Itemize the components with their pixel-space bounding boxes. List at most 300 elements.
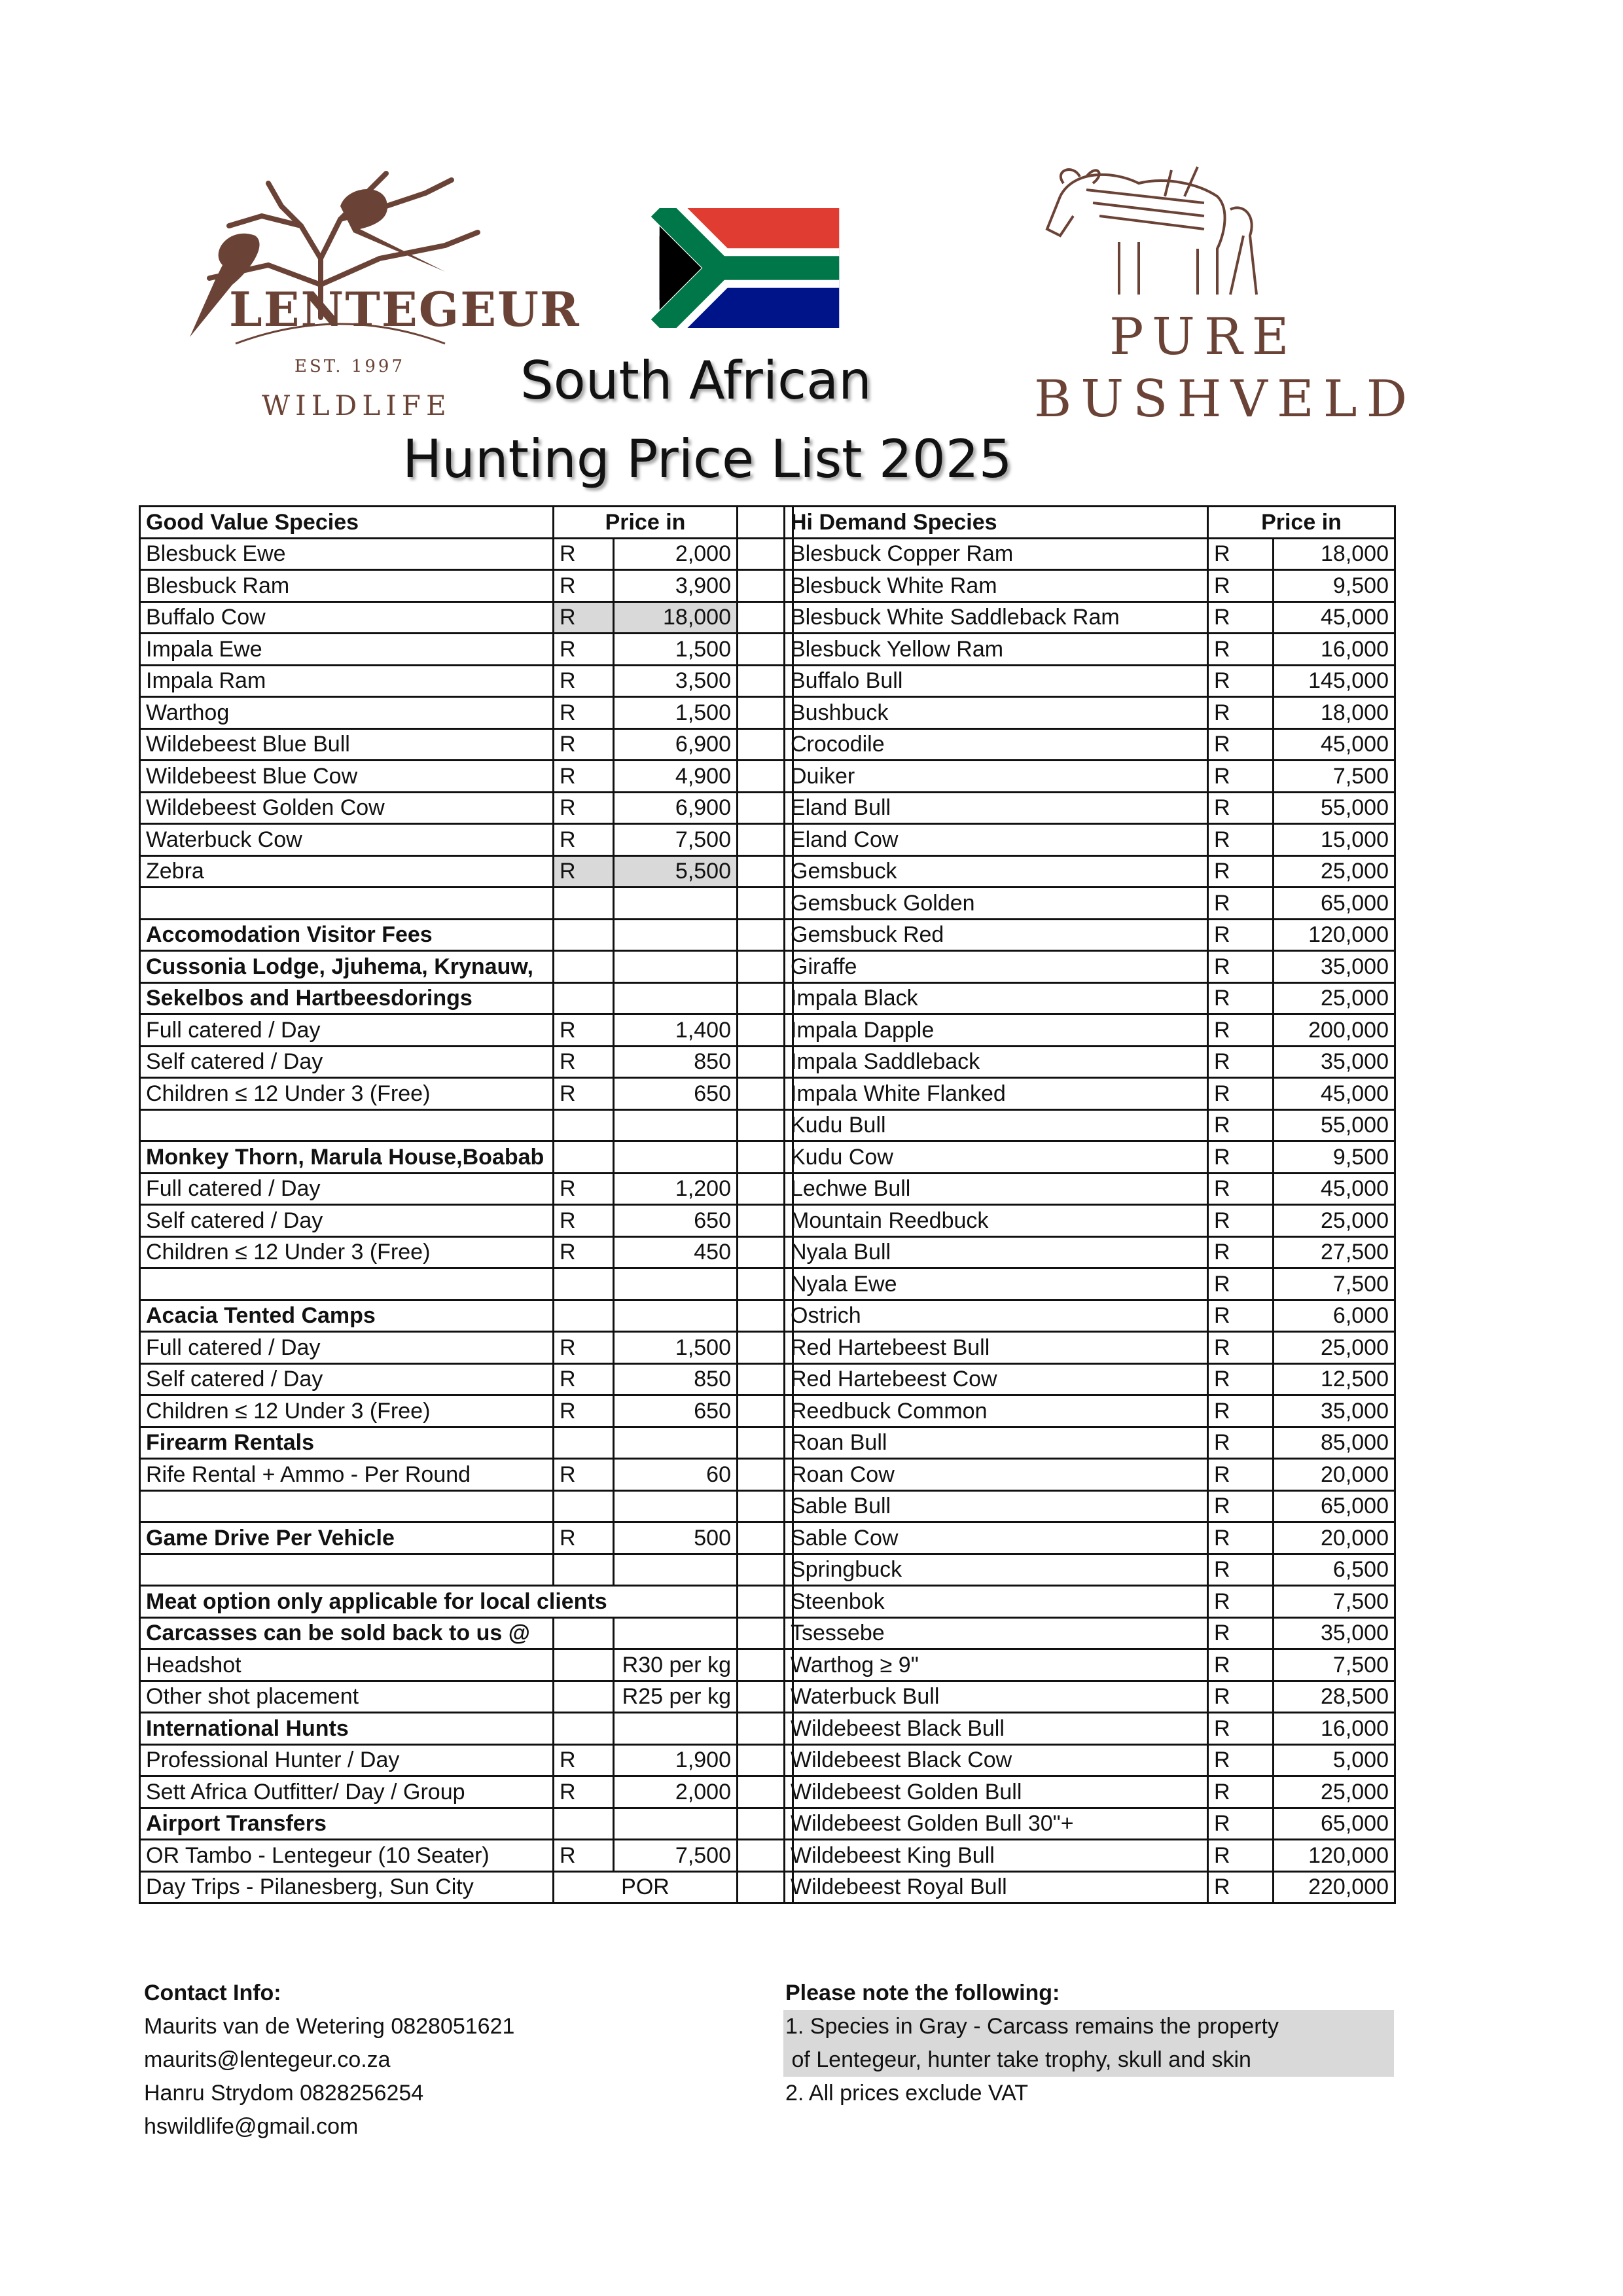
pure-bushveld-logo xyxy=(1034,157,1417,432)
price-value: 2,000 xyxy=(614,538,738,570)
contact-info xyxy=(144,1977,514,2144)
species-label: Sable Bull xyxy=(785,1490,1208,1522)
species-label: Impala Black xyxy=(785,982,1208,1014)
notes-heading: Please note the following: xyxy=(785,1981,1060,2005)
currency-label xyxy=(554,888,614,920)
table-row xyxy=(785,1300,1395,1332)
currency-label xyxy=(554,1681,614,1713)
currency-label: R xyxy=(1208,1078,1274,1110)
species-label: Red Hartebeest Cow xyxy=(785,1363,1208,1395)
table-row xyxy=(140,1109,738,1141)
table-row xyxy=(140,634,738,666)
species-label: Wildebeest Royal Bull xyxy=(785,1871,1208,1903)
species-label: Other shot placement xyxy=(140,1681,554,1713)
table-row xyxy=(785,1586,1395,1618)
price-value: R30 per kg xyxy=(614,1649,738,1681)
hi-demand-table-body xyxy=(785,507,1395,1903)
table-row xyxy=(140,824,738,856)
currency-label: R xyxy=(1208,1173,1274,1205)
species-label: Full catered / Day xyxy=(140,1173,554,1205)
currency-label: R xyxy=(554,538,614,570)
table-row xyxy=(785,1617,1395,1649)
table-row xyxy=(785,1363,1395,1395)
species-label: Day Trips - Pilanesberg, Sun City xyxy=(140,1871,554,1903)
currency-label: R xyxy=(1208,1713,1274,1745)
species-label: Ostrich xyxy=(785,1300,1208,1332)
table-row xyxy=(785,1014,1395,1047)
price-value: 1,500 xyxy=(614,697,738,729)
table-row xyxy=(785,634,1395,666)
table-header-row xyxy=(140,507,738,539)
price-value: 18,000 xyxy=(1274,538,1395,570)
currency-label: R xyxy=(1208,1840,1274,1872)
currency-label xyxy=(554,1109,614,1141)
price-value: 1,500 xyxy=(614,634,738,666)
species-label: Waterbuck Cow xyxy=(140,824,554,856)
price-value xyxy=(614,919,738,951)
price-value: 7,500 xyxy=(614,1840,738,1872)
price-value: 850 xyxy=(614,1046,738,1078)
currency-label: R xyxy=(554,728,614,761)
price-value: 27,500 xyxy=(1274,1236,1395,1268)
species-label: Buffalo Bull xyxy=(785,665,1208,697)
species-label: Waterbuck Bull xyxy=(785,1681,1208,1713)
hi-demand-table xyxy=(783,505,1396,1904)
currency-label xyxy=(554,1141,614,1174)
table-row xyxy=(785,1078,1395,1110)
table-row xyxy=(785,570,1395,602)
table-row xyxy=(785,1713,1395,1745)
table-row xyxy=(785,1332,1395,1364)
price-value: 25,000 xyxy=(1274,1332,1395,1364)
price-value xyxy=(614,1617,738,1649)
currency-label: R xyxy=(1208,761,1274,793)
species-label: Cussonia Lodge, Jjuhema, Krynauw, xyxy=(140,951,554,983)
species-label: Blesbuck Yellow Ram xyxy=(785,634,1208,666)
species-label: Nyala Ewe xyxy=(785,1268,1208,1300)
table-row xyxy=(785,824,1395,856)
species-label: Giraffe xyxy=(785,951,1208,983)
table-row xyxy=(140,951,738,983)
species-label: Carcasses can be sold back to us @ xyxy=(140,1617,554,1649)
pure-bushveld-line2: BUSHVELD xyxy=(1034,370,1417,429)
table-row xyxy=(140,982,738,1014)
species-label: Eland Cow xyxy=(785,824,1208,856)
currency-label: R xyxy=(554,1236,614,1268)
currency-label: R xyxy=(1208,728,1274,761)
species-label: Wildebeest Black Bull xyxy=(785,1713,1208,1745)
price-value xyxy=(614,1268,738,1300)
table-row xyxy=(140,665,738,697)
currency-label: R xyxy=(554,697,614,729)
species-label: Blesbuck Ram xyxy=(140,570,554,602)
currency-label: R xyxy=(1208,1490,1274,1522)
price-value xyxy=(614,888,738,920)
table-row xyxy=(140,1617,738,1649)
table-row xyxy=(785,1459,1395,1491)
price-value: 18,000 xyxy=(614,601,738,634)
hi-demand-header: Hi Demand Species xyxy=(785,507,1208,539)
table-row xyxy=(785,855,1395,888)
species-label: Zebra xyxy=(140,855,554,888)
table-row xyxy=(140,1236,738,1268)
table-row xyxy=(140,1713,738,1745)
price-value: 1,200 xyxy=(614,1173,738,1205)
price-value: 12,500 xyxy=(1274,1363,1395,1395)
table-row xyxy=(785,1141,1395,1174)
notes xyxy=(785,1977,1279,2110)
species-label: Wildebeest King Bull xyxy=(785,1840,1208,1872)
species-label: Kudu Cow xyxy=(785,1141,1208,1174)
table-row xyxy=(140,1522,738,1554)
species-label: Blesbuck White Saddleback Ram xyxy=(785,601,1208,634)
contact-heading: Contact Info: xyxy=(144,1981,281,2005)
price-value: 7,500 xyxy=(1274,1649,1395,1681)
species-label: Sable Cow xyxy=(785,1522,1208,1554)
price-value: 1,400 xyxy=(614,1014,738,1047)
lentegeur-sub: WILDLIFE xyxy=(262,389,452,422)
price-value: POR xyxy=(554,1871,738,1903)
table-row xyxy=(140,1490,738,1522)
table-row xyxy=(785,1268,1395,1300)
table-row xyxy=(140,1871,738,1903)
table-header-row xyxy=(785,507,1395,539)
species-label: Meat option only applicable for local clients xyxy=(140,1586,738,1618)
price-value xyxy=(614,1490,738,1522)
species-label xyxy=(140,1268,554,1300)
currency-label: R xyxy=(554,1014,614,1047)
currency-label: R xyxy=(554,1046,614,1078)
table-row xyxy=(140,1395,738,1427)
table-row xyxy=(140,888,738,920)
table-row xyxy=(785,1395,1395,1427)
price-value: 55,000 xyxy=(1274,1109,1395,1141)
currency-label: R xyxy=(554,1776,614,1808)
table-row xyxy=(785,1173,1395,1205)
price-value: 85,000 xyxy=(1274,1427,1395,1459)
species-label: Warthog ≥ 9" xyxy=(785,1649,1208,1681)
currency-label: R xyxy=(554,1522,614,1554)
table-row xyxy=(140,1205,738,1237)
price-value: 500 xyxy=(614,1522,738,1554)
page-title-line2: Hunting Price List 2025 xyxy=(402,429,1012,490)
table-row xyxy=(785,951,1395,983)
currency-label: R xyxy=(1208,1332,1274,1364)
currency-label: R xyxy=(1208,1014,1274,1047)
price-value: 6,000 xyxy=(1274,1300,1395,1332)
price-value: 650 xyxy=(614,1205,738,1237)
price-value: 65,000 xyxy=(1274,1808,1395,1840)
price-value: 6,900 xyxy=(614,728,738,761)
currency-label xyxy=(554,951,614,983)
table-row xyxy=(785,1871,1395,1903)
price-value: 6,900 xyxy=(614,792,738,824)
species-label: Roan Bull xyxy=(785,1427,1208,1459)
species-label xyxy=(140,1490,554,1522)
table-row xyxy=(140,728,738,761)
species-label: Sekelbos and Hartbeesdorings xyxy=(140,982,554,1014)
price-value: 35,000 xyxy=(1274,1617,1395,1649)
currency-label xyxy=(554,1808,614,1840)
price-value: 1,900 xyxy=(614,1744,738,1776)
price-value: 850 xyxy=(614,1363,738,1395)
species-label: Tsessebe xyxy=(785,1617,1208,1649)
note-line: of Lentegeur, hunter take trophy, skull and skin xyxy=(785,2047,1251,2072)
table-row xyxy=(785,1840,1395,1872)
currency-label: R xyxy=(554,1173,614,1205)
currency-label: R xyxy=(1208,792,1274,824)
species-label: International Hunts xyxy=(140,1713,554,1745)
species-label: Nyala Bull xyxy=(785,1236,1208,1268)
species-label: Children ≤ 12 Under 3 (Free) xyxy=(140,1395,554,1427)
price-value: 25,000 xyxy=(1274,1205,1395,1237)
currency-label xyxy=(554,1649,614,1681)
currency-label: R xyxy=(1208,634,1274,666)
species-label: Airport Transfers xyxy=(140,1808,554,1840)
table-row xyxy=(785,1490,1395,1522)
currency-label: R xyxy=(554,792,614,824)
currency-label: R xyxy=(554,824,614,856)
price-value: 45,000 xyxy=(1274,728,1395,761)
wildebeest-antelope-icon xyxy=(1034,157,1335,301)
species-label: Headshot xyxy=(140,1649,554,1681)
species-label: Accomodation Visitor Fees xyxy=(140,919,554,951)
species-label xyxy=(140,1109,554,1141)
price-value: 25,000 xyxy=(1274,1776,1395,1808)
currency-label: R xyxy=(554,1744,614,1776)
species-label: Children ≤ 12 Under 3 (Free) xyxy=(140,1236,554,1268)
price-value: 28,500 xyxy=(1274,1681,1395,1713)
table-row xyxy=(785,761,1395,793)
currency-label: R xyxy=(554,855,614,888)
price-value: 3,500 xyxy=(614,665,738,697)
table-row xyxy=(140,1649,738,1681)
species-label: Gemsbuck xyxy=(785,855,1208,888)
species-label: Full catered / Day xyxy=(140,1332,554,1364)
currency-label: R xyxy=(1208,1681,1274,1713)
species-label: Blesbuck White Ram xyxy=(785,570,1208,602)
currency-label: R xyxy=(554,665,614,697)
table-row xyxy=(140,792,738,824)
species-label: Springbuck xyxy=(785,1554,1208,1586)
price-value: R25 per kg xyxy=(614,1681,738,1713)
currency-label: R xyxy=(554,634,614,666)
table-row xyxy=(140,1776,738,1808)
table-row xyxy=(785,1205,1395,1237)
currency-label: R xyxy=(1208,1109,1274,1141)
table-row xyxy=(140,1300,738,1332)
currency-label: R xyxy=(1208,1459,1274,1491)
price-value: 3,900 xyxy=(614,570,738,602)
currency-label: R xyxy=(1208,1363,1274,1395)
price-value: 9,500 xyxy=(1274,1141,1395,1174)
price-value: 65,000 xyxy=(1274,1490,1395,1522)
species-label: Firearm Rentals xyxy=(140,1427,554,1459)
price-value xyxy=(614,1554,738,1586)
price-value: 35,000 xyxy=(1274,951,1395,983)
table-row xyxy=(785,1776,1395,1808)
table-row xyxy=(140,919,738,951)
price-value: 200,000 xyxy=(1274,1014,1395,1047)
price-value: 1,500 xyxy=(614,1332,738,1364)
species-label: Game Drive Per Vehicle xyxy=(140,1522,554,1554)
price-value: 65,000 xyxy=(1274,888,1395,920)
price-value: 55,000 xyxy=(1274,792,1395,824)
species-label: Buffalo Cow xyxy=(140,601,554,634)
species-label: Sett Africa Outfitter/ Day / Group xyxy=(140,1776,554,1808)
species-label: Gemsbuck Red xyxy=(785,919,1208,951)
price-value: 650 xyxy=(614,1078,738,1110)
price-value: 7,500 xyxy=(1274,1268,1395,1300)
species-label: Acacia Tented Camps xyxy=(140,1300,554,1332)
price-value: 45,000 xyxy=(1274,601,1395,634)
currency-label: R xyxy=(1208,1871,1274,1903)
species-label: Full catered / Day xyxy=(140,1014,554,1047)
table-row xyxy=(140,1078,738,1110)
table-row xyxy=(785,888,1395,920)
price-value: 16,000 xyxy=(1274,1713,1395,1745)
species-label: Self catered / Day xyxy=(140,1046,554,1078)
table-row xyxy=(140,1141,738,1174)
price-value: 2,000 xyxy=(614,1776,738,1808)
species-label: Roan Cow xyxy=(785,1459,1208,1491)
currency-label: R xyxy=(1208,1744,1274,1776)
table-row xyxy=(785,919,1395,951)
price-value: 120,000 xyxy=(1274,1840,1395,1872)
table-row xyxy=(140,855,738,888)
table-row xyxy=(140,1586,738,1618)
species-label: Kudu Bull xyxy=(785,1109,1208,1141)
price-value: 60 xyxy=(614,1459,738,1491)
contact-email: maurits@lentegeur.co.za xyxy=(144,2047,391,2072)
currency-label: R xyxy=(1208,1554,1274,1586)
price-value: 20,000 xyxy=(1274,1522,1395,1554)
currency-label: R xyxy=(1208,1586,1274,1618)
currency-label: R xyxy=(554,570,614,602)
table-row xyxy=(785,728,1395,761)
table-row xyxy=(785,665,1395,697)
contact-line: Maurits van de Wetering 0828051621 xyxy=(144,2014,515,2039)
price-value: 25,000 xyxy=(1274,982,1395,1014)
species-label: Lechwe Bull xyxy=(785,1173,1208,1205)
species-label xyxy=(140,1554,554,1586)
currency-label: R xyxy=(1208,1141,1274,1174)
price-value: 120,000 xyxy=(1274,919,1395,951)
price-value: 650 xyxy=(614,1395,738,1427)
currency-label: R xyxy=(1208,570,1274,602)
species-label: Impala Dapple xyxy=(785,1014,1208,1047)
species-label: Impala Ewe xyxy=(140,634,554,666)
species-label: Bushbuck xyxy=(785,697,1208,729)
table-row xyxy=(785,538,1395,570)
species-label: Impala White Flanked xyxy=(785,1078,1208,1110)
species-label: Impala Saddleback xyxy=(785,1046,1208,1078)
currency-label: R xyxy=(1208,1776,1274,1808)
currency-label: R xyxy=(554,1459,614,1491)
table-row xyxy=(785,1744,1395,1776)
currency-label: R xyxy=(1208,982,1274,1014)
price-value: 4,900 xyxy=(614,761,738,793)
price-value: 450 xyxy=(614,1236,738,1268)
currency-label: R xyxy=(554,1840,614,1872)
price-header: Price in xyxy=(1208,507,1395,539)
currency-label: R xyxy=(1208,919,1274,951)
note-line: 1. Species in Gray - Carcass remains the property xyxy=(785,2014,1279,2039)
species-label: Warthog xyxy=(140,697,554,729)
price-value: 220,000 xyxy=(1274,1871,1395,1903)
table-row xyxy=(140,1554,738,1586)
currency-label: R xyxy=(1208,697,1274,729)
price-value xyxy=(614,1109,738,1141)
table-row xyxy=(785,601,1395,634)
species-label xyxy=(140,888,554,920)
table-row xyxy=(140,1014,738,1047)
price-value: 45,000 xyxy=(1274,1078,1395,1110)
price-value: 6,500 xyxy=(1274,1554,1395,1586)
currency-label xyxy=(554,919,614,951)
table-row xyxy=(140,570,738,602)
currency-label xyxy=(554,1268,614,1300)
species-label: OR Tambo - Lentegeur (10 Seater) xyxy=(140,1840,554,1872)
currency-label: R xyxy=(1208,1808,1274,1840)
species-label: Professional Hunter / Day xyxy=(140,1744,554,1776)
price-value: 25,000 xyxy=(1274,855,1395,888)
table-row xyxy=(140,1808,738,1840)
species-label: Monkey Thorn, Marula House,Boabab xyxy=(140,1141,554,1174)
price-value: 15,000 xyxy=(1274,824,1395,856)
price-value xyxy=(614,1300,738,1332)
price-value: 7,500 xyxy=(1274,1586,1395,1618)
species-label: Wildebeest Black Cow xyxy=(785,1744,1208,1776)
currency-label: R xyxy=(1208,888,1274,920)
table-row xyxy=(785,697,1395,729)
currency-label: R xyxy=(554,1332,614,1364)
currency-label xyxy=(554,1427,614,1459)
species-label: Steenbok xyxy=(785,1586,1208,1618)
currency-label: R xyxy=(1208,1649,1274,1681)
table-row xyxy=(140,1046,738,1078)
table-row xyxy=(785,1109,1395,1141)
species-label: Eland Bull xyxy=(785,792,1208,824)
currency-label: R xyxy=(1208,601,1274,634)
price-value xyxy=(614,1713,738,1745)
table-row xyxy=(140,761,738,793)
currency-label: R xyxy=(554,761,614,793)
pure-bushveld-line1: PURE xyxy=(1109,308,1298,367)
species-label: Blesbuck Copper Ram xyxy=(785,538,1208,570)
price-value: 35,000 xyxy=(1274,1046,1395,1078)
currency-label: R xyxy=(1208,951,1274,983)
currency-label: R xyxy=(1208,824,1274,856)
currency-label xyxy=(554,1617,614,1649)
table-row xyxy=(140,1268,738,1300)
currency-label: R xyxy=(1208,1268,1274,1300)
species-label: Wildebeest Blue Bull xyxy=(140,728,554,761)
currency-label: R xyxy=(1208,1522,1274,1554)
contact-email: hswildlife@gmail.com xyxy=(144,2114,359,2139)
currency-label xyxy=(554,1490,614,1522)
contact-line: Hanru Strydom 0828256254 xyxy=(144,2081,424,2106)
table-row xyxy=(785,1046,1395,1078)
currency-label: R xyxy=(554,1078,614,1110)
price-value xyxy=(614,1427,738,1459)
currency-label: R xyxy=(1208,1236,1274,1268)
table-row xyxy=(140,1173,738,1205)
table-row xyxy=(140,1427,738,1459)
species-label: Wildebeest Blue Cow xyxy=(140,761,554,793)
species-label: Crocodile xyxy=(785,728,1208,761)
currency-label: R xyxy=(1208,1205,1274,1237)
